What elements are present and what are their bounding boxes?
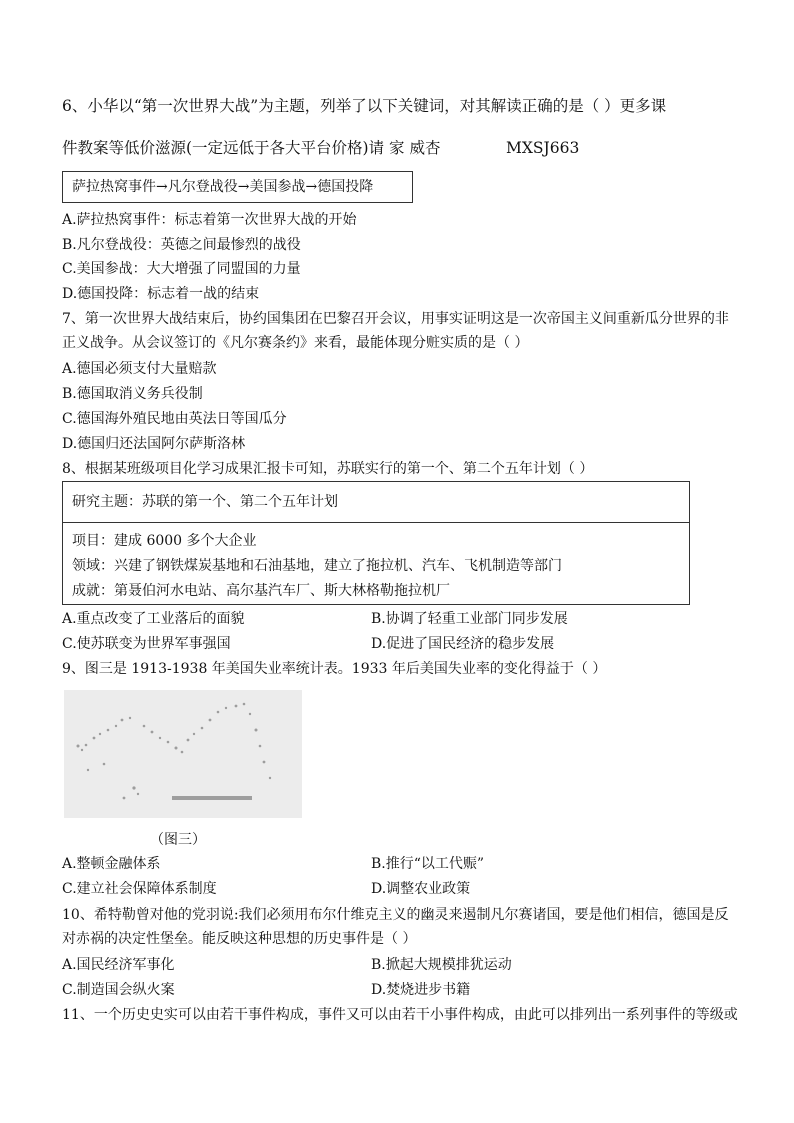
q6-option-c: C.美国参战：大大增强了同盟国的力量 <box>62 261 301 277</box>
q6-ad-line: 件教案等低价滋源(一定远低于各大平台价格)请 家 威杏 <box>62 139 441 157</box>
q8-option-b: B.协调了轻重工业部门同步发展 <box>371 611 568 627</box>
q9-option-a: A.整顿金融体系 <box>62 856 161 872</box>
q8-stem: 8、根据某班级项目化学习成果汇报卡可知，苏联实行的第一个、第二个五年计划（ ） <box>62 461 594 477</box>
q7-option-c: C.德国海外殖民地由英法日等国瓜分 <box>62 411 287 427</box>
q7-option-a: A.德国必须支付大量赔款 <box>62 361 217 377</box>
q9-stem: 9、图三是 1913-1938 年美国失业率统计表。1933 年后美国失业率的变化得益于（ ） <box>62 661 607 677</box>
q8-option-d: D.促进了国民经济的稳步发展 <box>371 636 555 652</box>
q8-card-row-project: 项目：建成 6000 多个大企业 <box>72 533 257 549</box>
q10-option-b: B.掀起大规模排犹运动 <box>371 957 512 973</box>
q9-figure-caption: （图三） <box>150 832 206 848</box>
q7-stem-line2: 正义战争。从会议签订的《凡尔赛条约》来看，最能体现分赃实质的是（ ） <box>62 335 529 351</box>
q10-option-a: A.国民经济军事化 <box>62 957 175 973</box>
q9-option-c: C.建立社会保障体系制度 <box>62 881 217 897</box>
q8-option-c: C.使苏联变为世界军事强国 <box>62 636 231 652</box>
q10-option-d: D.焚烧进步书籍 <box>371 982 471 998</box>
q10-option-c: C.制造国会纵火案 <box>62 982 175 998</box>
q10-stem-line1: 10、希特勒曾对他的党羽说:我们必须用布尔什维克主义的幽灵来遏制凡尔赛诸国，要是他们相信，德国是反 <box>62 907 729 923</box>
q8-card-row-achievement: 成就：第聂伯河水电站、高尔基汽车厂、斯大林格勒拖拉机厂 <box>72 583 450 599</box>
q7-option-b: B.德国取消义务兵役制 <box>62 386 203 402</box>
q6-stem: 6、小华以“第一次世界大战”为主题，列举了以下关键词，对其解读正确的是（ ）更多课 <box>62 97 667 115</box>
q8-card-head: 研究主题：苏联的第一个、第二个五年计划 <box>63 482 689 523</box>
q8-report-card <box>62 481 690 605</box>
q8-card-row-field: 领域：兴建了钢铁煤炭基地和石油基地，建立了拖拉机、汽车、飞机制造等部门 <box>72 558 562 574</box>
q9-figure-faded-scan <box>64 690 302 818</box>
q10-stem-line2: 对赤祸的决定性堡垒。能反映这种思想的历史事件是（ ） <box>62 931 417 947</box>
q9-option-b: B.推行“以工代赈” <box>371 856 485 872</box>
q6-keyword-box: 萨拉热窝事件→凡尔登战役→美国参战→德国投降 <box>62 171 413 203</box>
q8-option-a: A.重点改变了工业落后的面貌 <box>62 611 245 627</box>
q9-figure-image <box>64 690 302 818</box>
q6-ad-code: MXSJ663 <box>506 139 580 157</box>
q11-stem-line1: 11、一个历史史实可以由若干事件构成，事件又可以由若干小事件构成，由此可以排列出一系列事件的等级或 <box>62 1007 738 1023</box>
q6-option-d: D.德国投降：标志着一战的结束 <box>62 286 260 302</box>
q7-stem-line1: 7、第一次世界大战结束后，协约国集团在巴黎召开会议，用事实证明这是一次帝国主义间重新瓜分世界的非 <box>62 311 729 327</box>
q6-option-b: B.凡尔登战役：英德之间最惨烈的战役 <box>62 237 301 253</box>
q9-option-d: D.调整农业政策 <box>371 881 471 897</box>
q7-option-d: D.德国归还法国阿尔萨斯洛林 <box>62 436 246 452</box>
q6-option-a: A.萨拉热窝事件：标志着第一次世界大战的开始 <box>62 212 357 228</box>
